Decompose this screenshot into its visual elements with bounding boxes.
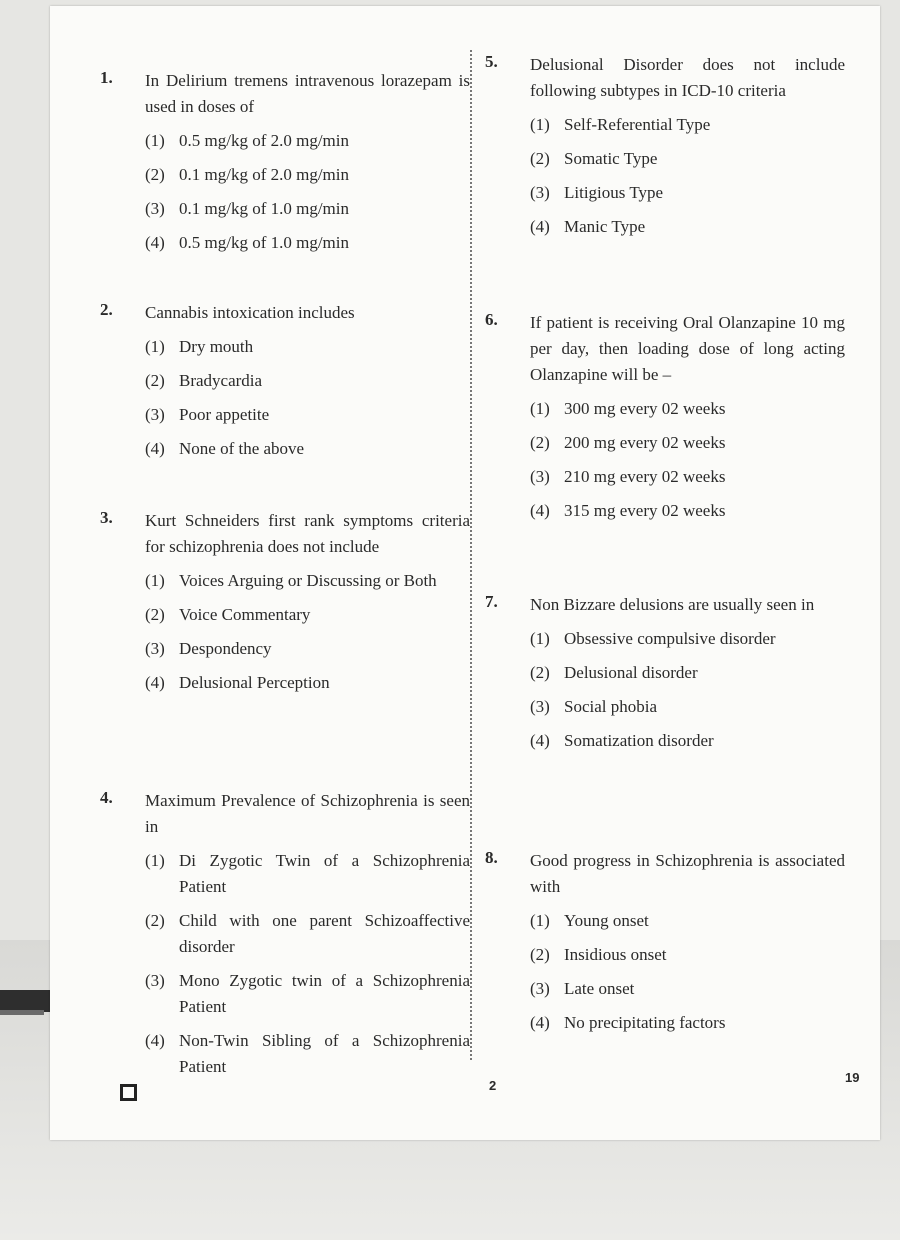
option xyxy=(145,162,470,188)
question-7 xyxy=(485,592,845,848)
question-number: 2. xyxy=(100,300,113,319)
option-text: None of the above xyxy=(179,439,305,458)
option xyxy=(145,402,470,428)
question-number: 6. xyxy=(485,310,498,329)
option xyxy=(145,1028,470,1080)
option xyxy=(530,694,845,720)
option-text: 315 mg every 02 weeks xyxy=(564,501,726,520)
option-text: Delusional Perception xyxy=(179,673,330,692)
option xyxy=(530,214,845,240)
option-text: Manic Type xyxy=(564,217,646,236)
option-label: (1) xyxy=(530,911,550,930)
option-label: (1) xyxy=(145,851,165,870)
option xyxy=(145,334,470,360)
question-number: 1. xyxy=(100,68,113,87)
option-label: (2) xyxy=(530,663,550,682)
option-label: (4) xyxy=(145,1031,165,1050)
left-column xyxy=(100,68,470,1088)
option-label: (2) xyxy=(145,911,165,930)
question-number: 3. xyxy=(100,508,113,527)
right-column xyxy=(485,52,845,1044)
option-label: (3) xyxy=(530,697,550,716)
column-divider xyxy=(470,50,472,1060)
question-text: Kurt Schneiders first rank symptoms criteria for schizophrenia does not include xyxy=(145,511,470,556)
option-text: Child with one parent Schizoaffective disorder xyxy=(179,911,470,956)
option-label: (4) xyxy=(145,439,165,458)
option-label: (2) xyxy=(145,371,165,390)
option-label: (4) xyxy=(530,501,550,520)
option xyxy=(530,660,845,686)
option xyxy=(145,368,470,394)
option-text: Social phobia xyxy=(564,697,658,716)
question-text: If patient is receiving Oral Olanzapine 10 mg per day, then loading dose of long acting Olanzapine will be – xyxy=(530,313,845,384)
option-label: (3) xyxy=(530,183,550,202)
option-text: No precipitating factors xyxy=(564,1013,726,1032)
option-text: Litigious Type xyxy=(564,183,664,202)
question-text: Maximum Prevalence of Schizophrenia is seen in xyxy=(145,791,470,836)
question-text: Good progress in Schizophrenia is associated with xyxy=(530,851,845,896)
option-text: 0.5 mg/kg of 2.0 mg/min xyxy=(179,131,349,150)
option xyxy=(530,112,845,138)
question-4 xyxy=(100,788,470,1080)
option xyxy=(530,396,845,422)
option-label: (3) xyxy=(530,467,550,486)
option-label: (4) xyxy=(530,217,550,236)
option-text: 300 mg every 02 weeks xyxy=(564,399,726,418)
option-label: (2) xyxy=(530,945,550,964)
option-text: Insidious onset xyxy=(564,945,667,964)
option-label: (4) xyxy=(145,233,165,252)
option-text: Di Zygotic Twin of a Schizophrenia Patient xyxy=(179,851,470,896)
option xyxy=(530,180,845,206)
option-list xyxy=(530,908,845,1036)
option-text: 0.1 mg/kg of 2.0 mg/min xyxy=(179,165,349,184)
question-number: 5. xyxy=(485,52,498,71)
option xyxy=(530,1010,845,1036)
option-list xyxy=(145,128,470,256)
option xyxy=(145,436,470,462)
option-text: Delusional disorder xyxy=(564,663,698,682)
question-text: In Delirium tremens intravenous lorazepam is used in doses of xyxy=(145,71,470,116)
option-label: (2) xyxy=(530,433,550,452)
option xyxy=(530,146,845,172)
option-text: Obsessive compulsive disorder xyxy=(564,629,776,648)
option-text: Mono Zygotic twin of a Schizophrenia Patient xyxy=(179,971,470,1016)
option-label: (1) xyxy=(145,337,165,356)
option-text: 200 mg every 02 weeks xyxy=(564,433,726,452)
option-label: (2) xyxy=(145,605,165,624)
option-text: Young onset xyxy=(564,911,649,930)
option xyxy=(145,968,470,1020)
question-2 xyxy=(100,300,470,508)
option-list xyxy=(530,396,845,524)
option-text: Somatization disorder xyxy=(564,731,714,750)
option xyxy=(145,128,470,154)
option-label: (1) xyxy=(145,131,165,150)
background-clip-shadow xyxy=(0,1010,44,1015)
option-text: Despondency xyxy=(179,639,272,658)
question-text: Delusional Disorder does not include following subtypes in ICD-10 criteria xyxy=(530,55,845,100)
option-text: Bradycardia xyxy=(179,371,263,390)
option-list xyxy=(145,568,470,696)
option-text: Late onset xyxy=(564,979,635,998)
option-label: (1) xyxy=(145,571,165,590)
question-6 xyxy=(485,310,845,592)
question-text: Cannabis intoxication includes xyxy=(145,303,355,322)
question-8 xyxy=(485,848,845,1036)
question-1 xyxy=(100,68,470,300)
question-5 xyxy=(485,52,845,310)
question-3 xyxy=(100,508,470,788)
option xyxy=(145,230,470,256)
question-number: 4. xyxy=(100,788,113,807)
option-list xyxy=(530,626,845,754)
option-label: (2) xyxy=(530,149,550,168)
page-number: 2 xyxy=(489,1078,497,1093)
option-label: (3) xyxy=(145,971,165,990)
option-text: Somatic Type xyxy=(564,149,658,168)
option-label: (4) xyxy=(530,1013,550,1032)
option-label: (1) xyxy=(530,399,550,418)
option-label: (1) xyxy=(530,629,550,648)
option-label: (3) xyxy=(145,405,165,424)
sheet-number: 19 xyxy=(845,1070,860,1085)
option-label: (3) xyxy=(145,199,165,218)
option xyxy=(530,626,845,652)
option-text: 0.1 mg/kg of 1.0 mg/min xyxy=(179,199,349,218)
option-text: Voices Arguing or Discussing or Both xyxy=(179,571,437,590)
option xyxy=(530,430,845,456)
option xyxy=(530,728,845,754)
option-text: Poor appetite xyxy=(179,405,270,424)
corner-square-icon xyxy=(120,1084,137,1101)
option xyxy=(145,670,470,696)
option-list xyxy=(530,112,845,240)
question-number: 8. xyxy=(485,848,498,867)
option xyxy=(145,848,470,900)
option-text: 0.5 mg/kg of 1.0 mg/min xyxy=(179,233,349,252)
option-label: (4) xyxy=(530,731,550,750)
option xyxy=(145,196,470,222)
option xyxy=(145,568,470,594)
option-label: (1) xyxy=(530,115,550,134)
option xyxy=(530,464,845,490)
option xyxy=(530,976,845,1002)
option-label: (3) xyxy=(145,639,165,658)
background-clip xyxy=(0,990,50,1012)
option-list xyxy=(145,334,470,462)
option-label: (3) xyxy=(530,979,550,998)
option xyxy=(530,908,845,934)
option-list xyxy=(145,848,470,1080)
option-text: Voice Commentary xyxy=(179,605,311,624)
option-text: 210 mg every 02 weeks xyxy=(564,467,726,486)
option xyxy=(530,498,845,524)
option-label: (4) xyxy=(145,673,165,692)
option xyxy=(145,602,470,628)
option-label: (2) xyxy=(145,165,165,184)
option xyxy=(145,636,470,662)
option xyxy=(530,942,845,968)
question-number: 7. xyxy=(485,592,498,611)
question-text: Non Bizzare delusions are usually seen in xyxy=(530,595,815,614)
option-text: Self-Referential Type xyxy=(564,115,711,134)
option-text: Non-Twin Sibling of a Schizophrenia Patient xyxy=(179,1031,470,1076)
option-text: Dry mouth xyxy=(179,337,254,356)
option xyxy=(145,908,470,960)
